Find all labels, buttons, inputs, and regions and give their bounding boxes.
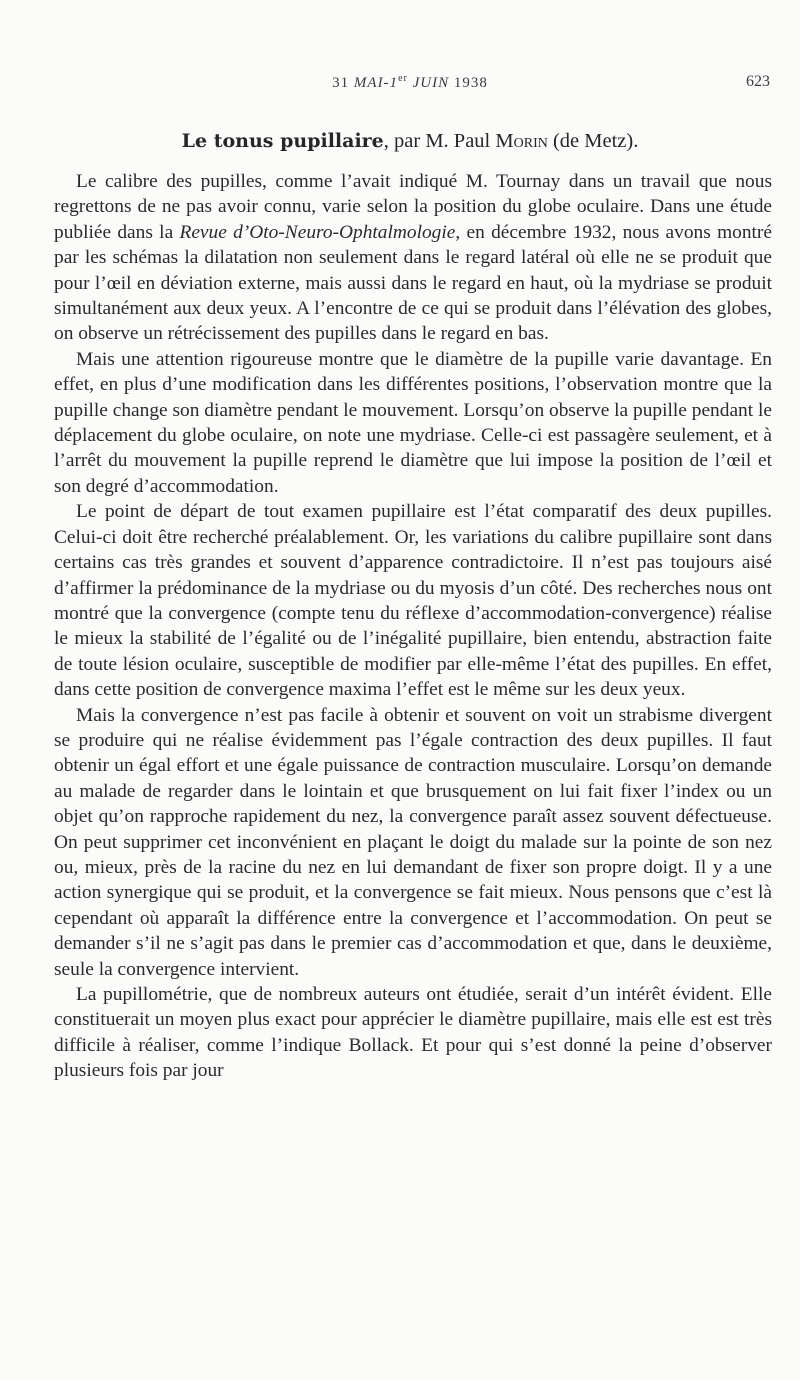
- journal-title: Revue d’Oto-Neuro-Ophtalmologie: [179, 221, 456, 243]
- header-date-month-end: JUIN: [407, 75, 450, 91]
- header-date-superscript: er: [398, 73, 408, 84]
- header-date-year: 1938: [449, 75, 488, 91]
- title-main: Le tonus pupillaire: [181, 130, 384, 152]
- page-number: 623: [746, 73, 770, 90]
- title-origin: (de Metz).: [547, 130, 639, 152]
- paragraph-1-text-end: , en décembre 1932, nous avons montré par les schémas la dilatation non seulement dans le regard latéral où elle ne se produit que pour l’œil en déviation externe, mais aussi dans le regard en haut, où la mydriase se produit simultanément aux deux yeux. A l’encontre de ce qui se produit dans l’élévation des globes, on observe un rétrécissement des pupilles dans le regard en bas.: [54, 221, 772, 345]
- article-body: [54, 169, 772, 1084]
- paragraph-3: Le point de départ de tout examen pupillaire est l’état comparatif des deux pupilles. Celui-ci doit être recherché préalablement. Or, les variations du calibre pupillaire sont dans certains cas très grandes et souvent d’apparence contradictoire. Il n’est pas toujours aisé d’affirmer la prédominance de la mydriase ou du myosis d’un côté. Des recherches nous ont montré que la convergence (compte tenu du réflexe d’accommodation-convergence) réalise le mieux la stabilité de l’égalité ou de l’inégalité pupillaire, bien entendu, abstraction faite de toute lésion oculaire, susceptible de modifier par elle-même l’état des pupilles. En effet, dans cette position de convergence maxima l’effet est le même sur les deux yeux.: [54, 501, 772, 701]
- header-date-month-start: MAI-1: [353, 75, 399, 91]
- paragraph-2: Mais une attention rigoureuse montre que le diamètre de la pupille varie davantage. En effet, en plus d’une modification dans les différentes positions, l’observation montre que la pupille change son diamètre pendant le mouvement. Lorsqu’on observe la pupille pendant le déplacement du globe oculaire, on note une mydriase. Celle-ci est passagère seulement, et à l’arrêt du mouvement la pupille reprend le diamètre que lui impose la position de l’œil et son degré d’accommodation.: [54, 348, 772, 497]
- paragraph-4: Mais la convergence n’est pas facile à obtenir et souvent on voit un strabisme divergent se produire qui ne réalise évidemment pas l’égale contraction des deux pupilles. Il faut obtenir un égal effort et une égale puissance de contraction musculaire. Lorsqu’on demande au malade de regarder dans le lointain et que brusquement on lui fait fixer l’index ou un objet qu’on rapproche rapidement du nez, la convergence paraît assez souvent défectueuse. On peut supprimer cet inconvénient en plaçant le doigt du malade sur la pointe de son nez ou, mieux, près de la racine du nez en lui demandant de fixer son propre doigt. Il y a une action synergique qui se produit, et la convergence se fait mieux. Nous pensons que c’est là cependant où apparaît la différence entre la convergence et l’accommodation. On peut se demander s’il ne s’agit pas dans le premier cas d’accommodation et que, dans le deuxième, seule la convergence intervient.: [54, 704, 772, 980]
- header-date: [48, 73, 772, 92]
- running-header: [48, 73, 772, 97]
- paragraph-1-text-start: Le calibre des pupilles, comme l’avait indiqué M. Tournay dans un travail que nous regrettons de ne pas avoir connu, varie selon la position du globe oculaire. Dans une étude publiée dans la: [54, 171, 772, 243]
- paragraph-1: [54, 169, 772, 347]
- paragraph-5: La pupillométrie, que de nombreux auteurs ont étudiée, serait d’un intérêt évident. Elle constituerait un moyen plus exact pour apprécier le diamètre pupillaire, mais elle est est très difficile à réaliser, comme l’indique Bollack. Et pour qui s’est donné la peine d’observer plusieurs fois par jour: [54, 984, 772, 1082]
- article-title: [48, 130, 772, 153]
- title-byline: , par M. Paul: [383, 130, 496, 152]
- header-date-day: 31: [332, 75, 354, 91]
- title-author-surname: Morin: [495, 130, 548, 152]
